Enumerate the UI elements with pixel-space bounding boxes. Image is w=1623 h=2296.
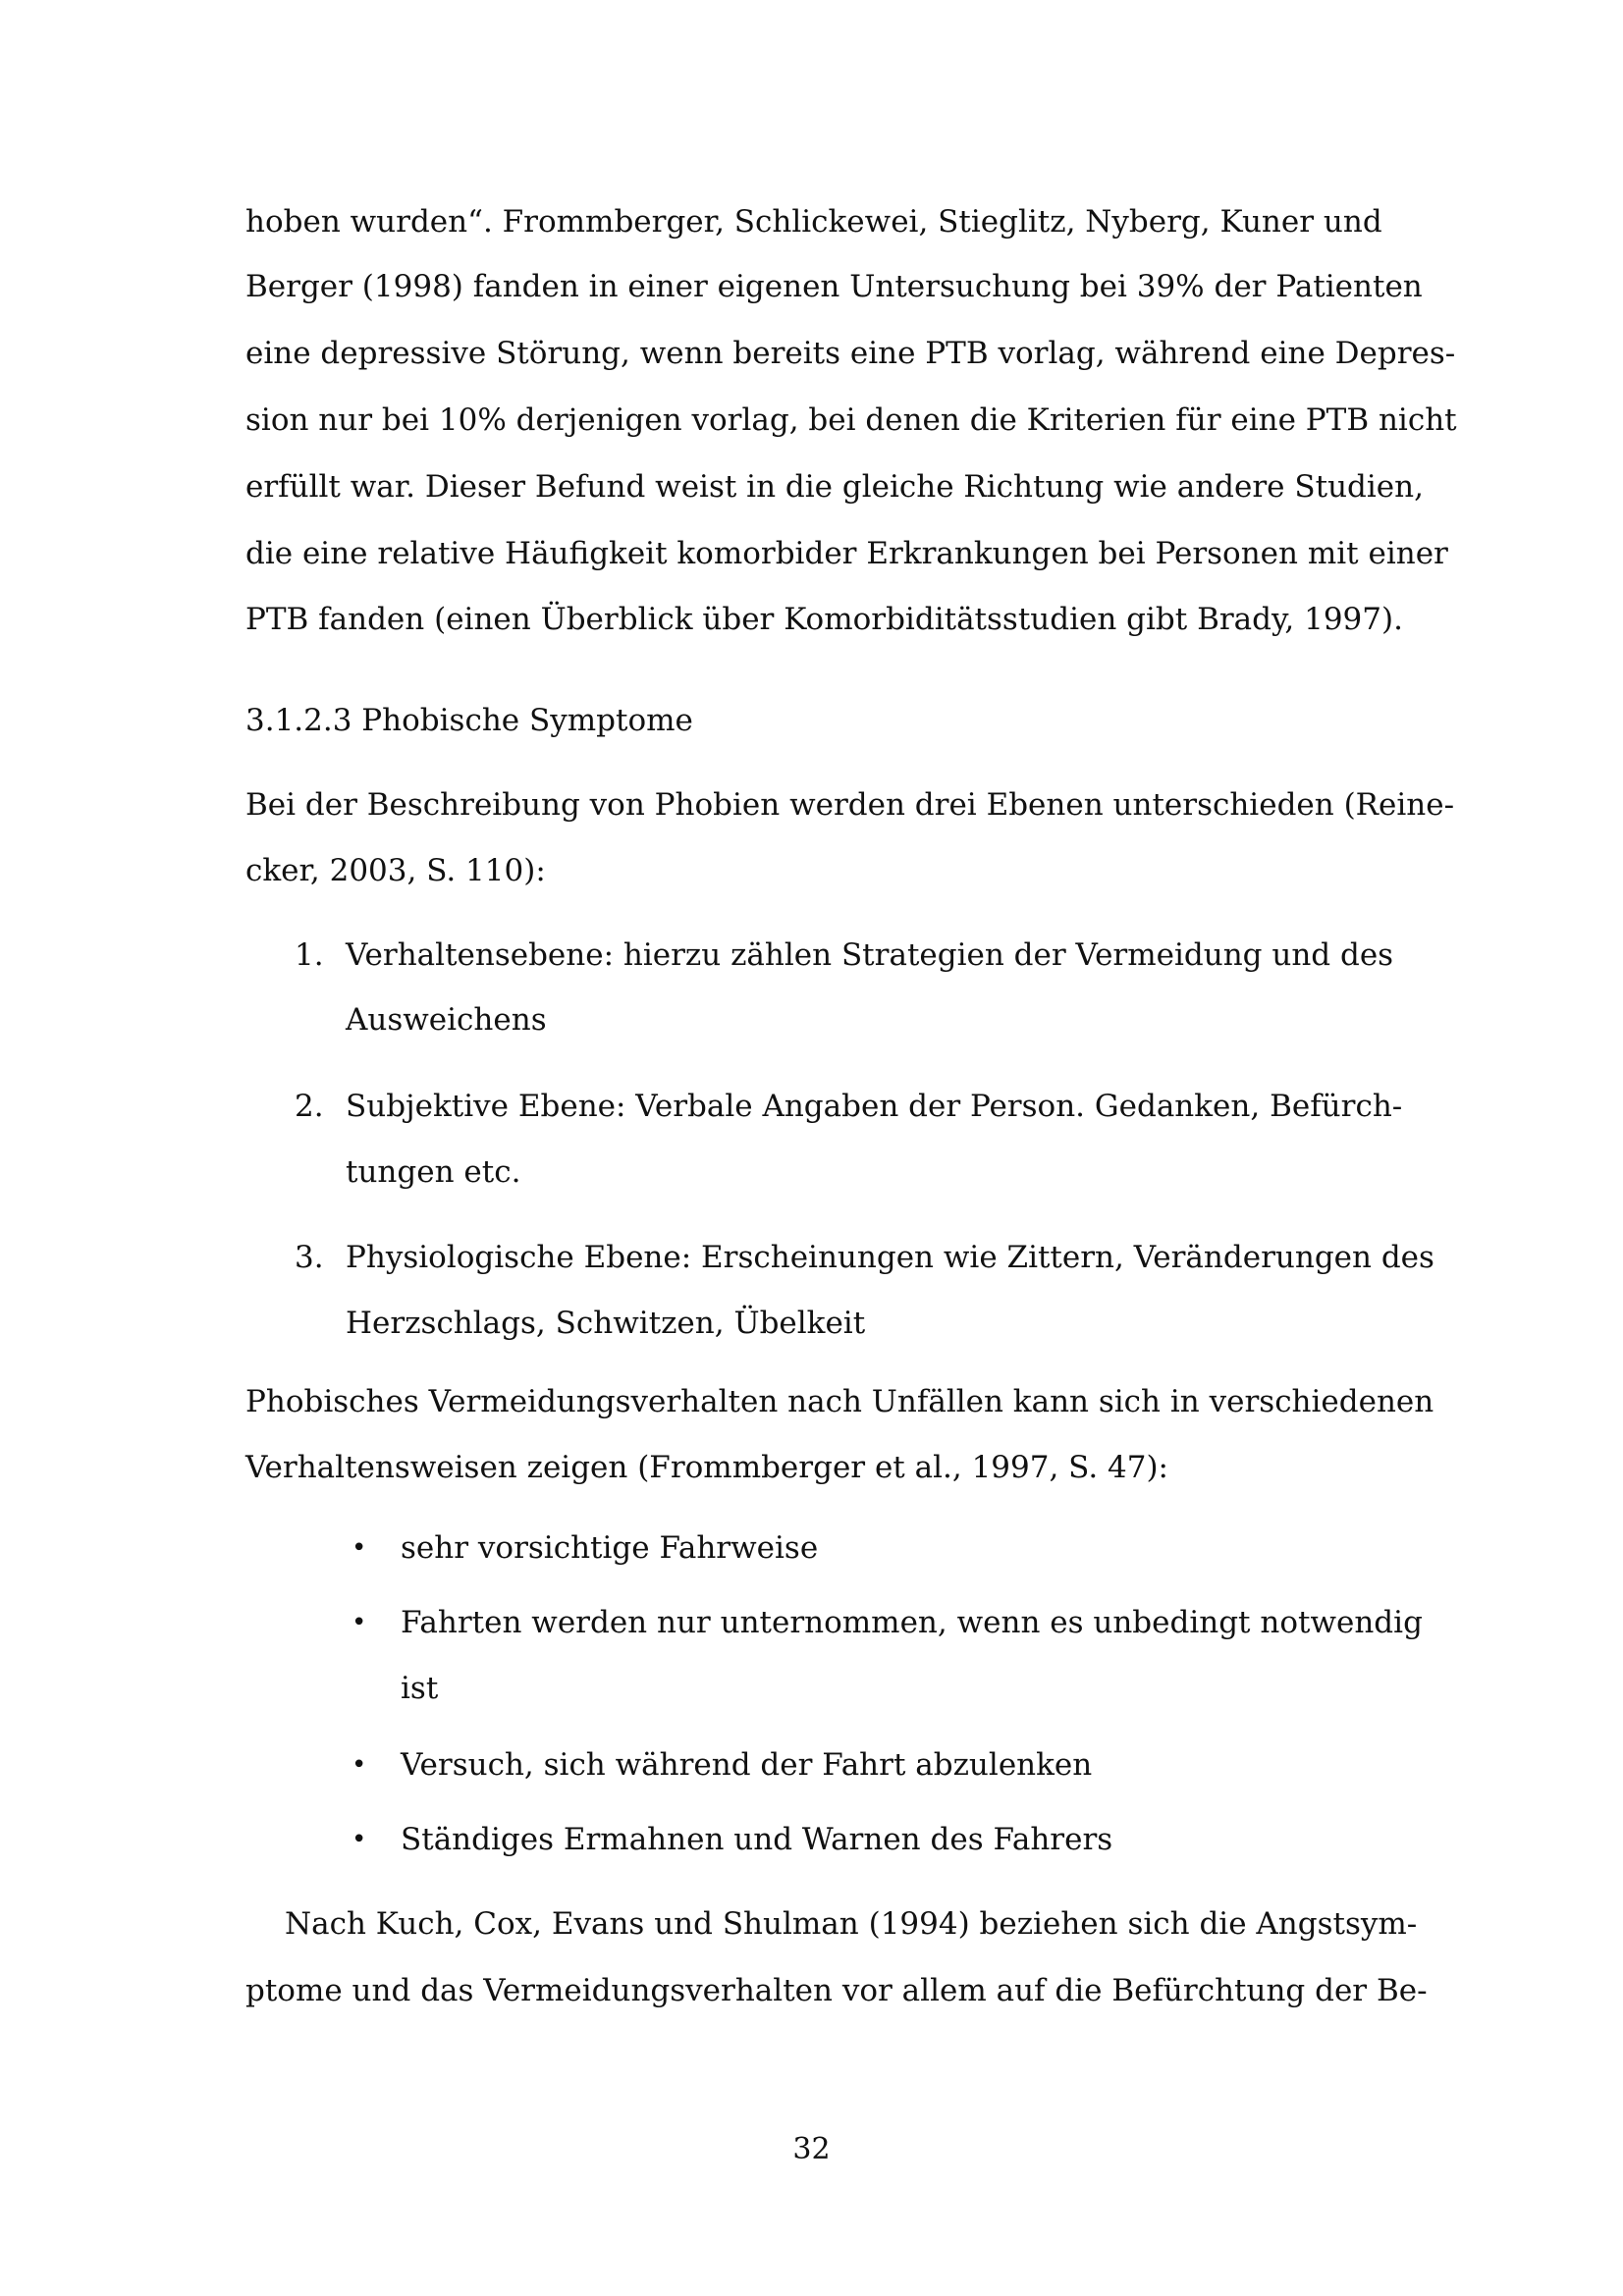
list-item-text: Versuch, sich während der Fahrt abzulenken xyxy=(401,1747,1093,1783)
text-line: erfüllt war. Dieser Befund weist in die gleiche Richtung wie andere Studien, xyxy=(245,469,1424,505)
list-item-text: tungen etc. xyxy=(346,1154,521,1190)
text-line: PTB fanden (einen Überblick über Komorbiditätsstudien gibt Brady, 1997). xyxy=(245,602,1403,637)
list-number: 3. xyxy=(295,1240,324,1275)
text-line: Verhaltensweisen zeigen (Frommberger et al., 1997, S. 47): xyxy=(245,1450,1169,1485)
list-number: 1. xyxy=(295,937,324,973)
bullet-icon: • xyxy=(352,1825,367,1854)
section-heading: 3.1.2.3 Phobische Symptome xyxy=(245,703,693,738)
text-line: die eine relative Häufigkeit komorbider Erkrankungen bei Personen mit einer xyxy=(245,536,1448,571)
list-item-text: ist xyxy=(401,1671,439,1706)
text-line: hoben wurden“. Frommberger, Schlickewei, Stieglitz, Nyberg, Kuner und xyxy=(245,204,1382,240)
page-number: 32 xyxy=(792,2132,831,2166)
list-item-text: Physiologische Ebene: Erscheinungen wie Zittern, Veränderungen des xyxy=(346,1240,1434,1275)
text-line: Berger (1998) fanden in einer eigenen Untersuchung bei 39% der Patienten xyxy=(245,269,1423,304)
text-line: Phobisches Vermeidungsverhalten nach Unfällen kann sich in verschiedenen xyxy=(245,1384,1434,1419)
list-item-text: Fahrten werden nur unternommen, wenn es unbedingt notwendig xyxy=(401,1605,1423,1640)
text-line: eine depressive Störung, wenn bereits eine PTB vorlag, während eine Depres- xyxy=(245,336,1456,371)
list-item-text: Ausweichens xyxy=(346,1002,547,1038)
text-line: cker, 2003, S. 110): xyxy=(245,853,546,888)
bullet-icon: • xyxy=(352,1533,367,1563)
bullet-icon: • xyxy=(352,1608,367,1637)
text-line: ptome und das Vermeidungsverhalten vor allem auf die Befürchtung der Be- xyxy=(245,1973,1428,2008)
text-line: Bei der Beschreibung von Phobien werden drei Ebenen unterschieden (Reine- xyxy=(245,787,1455,823)
text-line: Nach Kuch, Cox, Evans und Shulman (1994) beziehen sich die Angstsym- xyxy=(285,1906,1418,1942)
list-number: 2. xyxy=(295,1089,324,1124)
list-item-text: sehr vorsichtige Fahrweise xyxy=(401,1530,819,1566)
bullet-icon: • xyxy=(352,1750,367,1780)
list-item-text: Verhaltensebene: hierzu zählen Strategien der Vermeidung und des xyxy=(346,937,1394,973)
text-line: sion nur bei 10% derjenigen vorlag, bei denen die Kriterien für eine PTB nicht xyxy=(245,402,1457,438)
list-item-text: Subjektive Ebene: Verbale Angaben der Person. Gedanken, Befürch- xyxy=(346,1089,1403,1124)
list-item-text: Herzschlags, Schwitzen, Übelkeit xyxy=(346,1306,866,1341)
list-item-text: Ständiges Ermahnen und Warnen des Fahrers xyxy=(401,1822,1113,1857)
